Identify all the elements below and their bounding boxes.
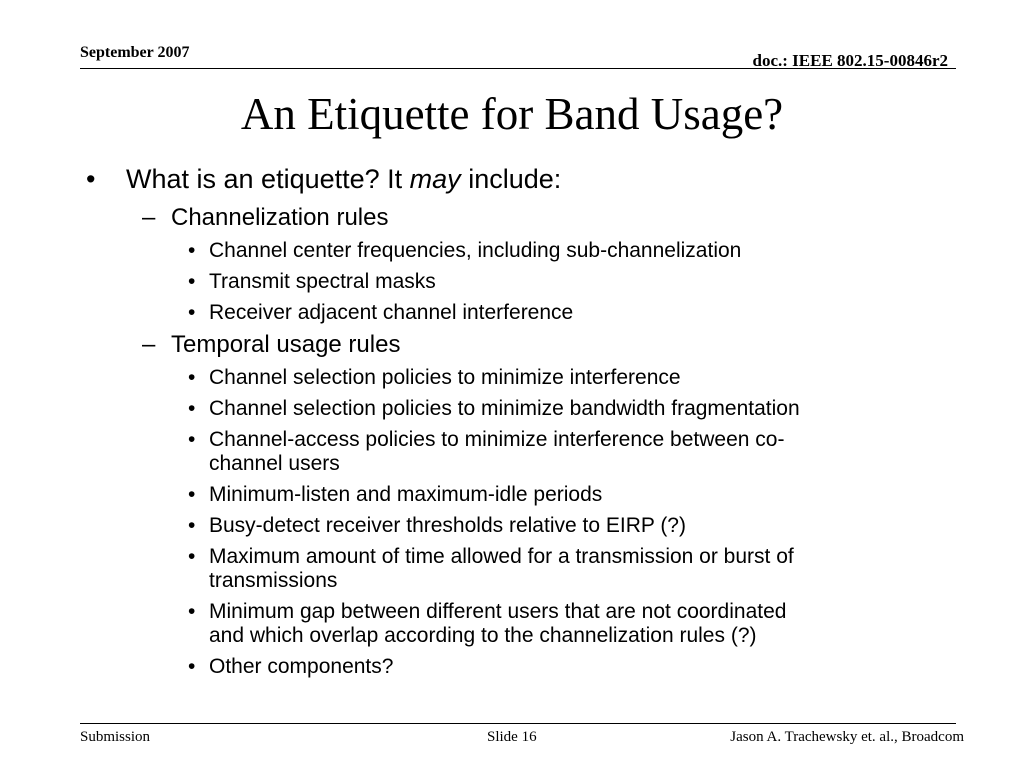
footer-author: Jason A. Trachewsky et. al., Broadcom — [730, 729, 964, 745]
list-item-text: Busy-detect receiver thresholds relative to EIRP (?) — [209, 514, 686, 537]
list-item-text: Receiver adjacent channel interference — [209, 301, 574, 324]
dash-mark: – — [142, 331, 156, 358]
list-item-text: transmissions — [209, 569, 338, 592]
list-item-text: Channel center frequencies, including sub-channelization — [209, 239, 742, 262]
list-item-text: Channel-access policies to minimize interference between co- — [209, 428, 785, 451]
list-item-text: Other components? — [209, 655, 394, 678]
sub-bullet-mark: • — [188, 270, 196, 293]
footer-slide-number: Slide 16 — [487, 729, 537, 745]
header-doc-id: doc.: IEEE 802.15-00846r2 — [752, 51, 948, 70]
sub-bullet-mark: • — [188, 239, 196, 262]
footer-submission: Submission — [80, 729, 151, 745]
list-item-text: channel users — [209, 452, 340, 475]
text-emphasis: may — [409, 164, 461, 194]
sub-bullet-mark: • — [188, 655, 196, 678]
bullet-text — [126, 164, 561, 195]
text-before: What is an etiquette? It — [126, 164, 410, 194]
sub-bullet-mark: • — [188, 428, 196, 451]
list-item-text: Maximum amount of time allowed for a transmission or burst of — [209, 545, 794, 568]
text-after: include: — [460, 164, 562, 194]
sub-bullet-mark: • — [188, 545, 196, 568]
header-date: September 2007 — [80, 44, 190, 61]
sub-bullet-mark: • — [188, 600, 196, 623]
sub-bullet-mark: • — [188, 366, 196, 389]
sub-bullet-mark: • — [188, 514, 196, 537]
list-item-text: Minimum gap between different users that are not coordinated — [209, 600, 787, 623]
section-label: Temporal usage rules — [171, 331, 401, 358]
sub-bullet-mark: • — [188, 483, 196, 506]
header-divider — [80, 68, 956, 69]
list-item-text: and which overlap according to the channelization rules (?) — [209, 624, 757, 647]
sub-bullet-mark: • — [188, 301, 196, 324]
dash-mark: – — [142, 204, 156, 231]
list-item-text: Minimum-listen and maximum-idle periods — [209, 483, 603, 506]
sub-bullet-mark: • — [188, 397, 196, 420]
list-item-text: Channel selection policies to minimize interference — [209, 366, 681, 389]
list-item-text: Transmit spectral masks — [209, 270, 436, 293]
bullet-mark: • — [86, 164, 96, 194]
list-item-text: Channel selection policies to minimize bandwidth fragmentation — [209, 397, 800, 420]
footer-divider — [80, 723, 956, 724]
slide-title: An Etiquette for Band Usage? — [240, 89, 784, 139]
section-label: Channelization rules — [171, 204, 389, 231]
